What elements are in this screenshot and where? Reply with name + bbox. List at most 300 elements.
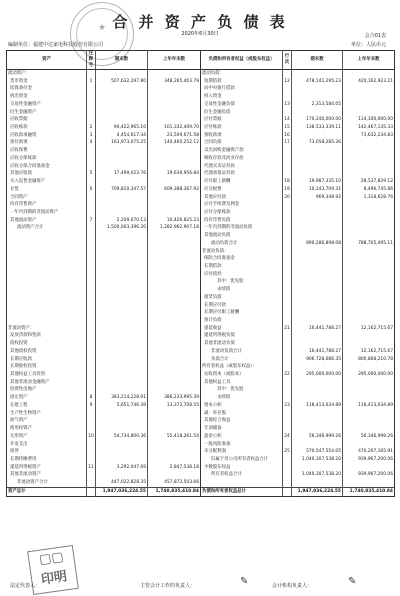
table-row (7, 402, 395, 410)
asset-note (87, 224, 96, 232)
asset-end (96, 317, 148, 325)
liab-name: 流动负债： (201, 70, 283, 78)
liab-name: 预计负债 (201, 317, 283, 325)
liab-end (292, 302, 343, 310)
asset-note (87, 332, 96, 340)
liab-row: 23 (284, 402, 290, 408)
liab-end (292, 464, 343, 472)
liab-name: 实收资本（或股本） (201, 371, 283, 379)
table-row (7, 240, 395, 248)
liab-end: 56,346,999.26 (292, 433, 343, 441)
liab-end (292, 410, 343, 418)
asset-end (96, 248, 148, 256)
asset-name: 其他流动资产 (10, 217, 37, 223)
asset-begin (148, 386, 201, 394)
liab-begin: 12,162,715.67 (343, 325, 395, 333)
table-row (7, 248, 395, 256)
liab-name: 短期借款 (201, 78, 283, 86)
asset-begin (148, 85, 201, 93)
table-row (7, 116, 395, 124)
liab-begin (343, 139, 395, 147)
liab-name: 其中：优先股 (201, 386, 283, 394)
asset-name (7, 309, 87, 317)
asset-begin (148, 116, 201, 124)
asset-note (87, 309, 96, 317)
asset-end: 3,292,047.69 (96, 464, 148, 472)
asset-note: 10 (88, 433, 94, 439)
header-end-balance: 期末数 (96, 51, 148, 70)
asset-note (87, 194, 96, 202)
liab-begin (343, 394, 395, 402)
liab-row (283, 425, 292, 433)
liab-name: 其他权益工具 (201, 379, 283, 387)
liab-row (283, 201, 292, 209)
asset-begin (148, 309, 201, 317)
asset-end (96, 386, 148, 394)
liab-end (292, 263, 343, 271)
liab-end: 2,313,584.05 (292, 101, 343, 109)
asset-name: 无形资产 (10, 433, 28, 439)
asset-name: 应收款项融资 (10, 132, 37, 138)
asset-end: 163,973,075.25 (96, 139, 148, 147)
liab-end (292, 425, 343, 433)
dept-head-label: 会计机构负责人： (272, 583, 313, 589)
handwritten-signature: ✎ (240, 576, 249, 587)
asset-end (96, 155, 148, 163)
liab-begin (343, 155, 395, 163)
liab-row (283, 332, 292, 340)
header-begin-balance: 上年年末数 (148, 51, 201, 70)
asset-note (87, 101, 96, 109)
liab-begin (343, 271, 395, 279)
asset-name: 应收保费 (10, 148, 28, 154)
table-row (7, 70, 395, 78)
liab-end (292, 317, 343, 325)
asset-note (87, 240, 96, 248)
asset-name: 一年内到期的非流动资产 (10, 209, 59, 215)
balance-sheet-table (6, 50, 395, 497)
table-row (7, 85, 395, 93)
table-row (7, 363, 395, 371)
liab-begin (343, 255, 395, 263)
liab-row (283, 170, 292, 178)
liab-end: 19,987,335.10 (292, 178, 343, 186)
asset-note (87, 93, 96, 101)
liab-end (292, 248, 343, 256)
liab-row (283, 356, 292, 364)
liab-row (283, 240, 292, 248)
liab-row (283, 487, 292, 496)
liab-row (283, 286, 292, 294)
table-row (7, 278, 395, 286)
asset-note (87, 410, 96, 418)
liab-begin (343, 302, 395, 310)
liab-name: 归属于母公司所有者权益合计 (201, 456, 283, 464)
asset-end (96, 109, 148, 117)
liab-row (283, 471, 292, 479)
liab-row (283, 294, 292, 302)
company-name: 编制单位：福建中达家电科技股份有限公司 (8, 42, 104, 48)
table-row (7, 386, 395, 394)
asset-begin (148, 417, 201, 425)
accounting-head-label: 主管会计工作的负责人： (140, 583, 196, 589)
asset-name: 衍生金融资产 (10, 109, 37, 115)
liab-row (283, 224, 292, 232)
asset-note: 7 (87, 217, 96, 225)
asset-begin (148, 371, 201, 379)
asset-end: 54,734,800.36 (96, 433, 148, 441)
liab-name: 应付票据 (201, 116, 283, 124)
table-row (7, 294, 395, 302)
asset-end (96, 340, 148, 348)
table-row (7, 317, 395, 325)
liab-name: 永续债 (201, 394, 283, 402)
asset-begin: 140,460,252.12 (148, 139, 201, 147)
liab-name: 一般风险准备 (201, 441, 283, 449)
liab-end (292, 340, 343, 348)
liab-row: 18 (284, 179, 290, 185)
liab-row: 12 (284, 78, 290, 84)
liab-name: 预收款项 (201, 132, 283, 140)
asset-note (87, 456, 96, 464)
liab-row: 15 (284, 125, 290, 131)
asset-name: 非流动资产合计 (17, 480, 48, 486)
asset-name (7, 255, 87, 263)
asset-end: 709,810,347.57 (96, 186, 148, 194)
asset-begin (148, 240, 201, 248)
asset-end: 94,422,965.10 (96, 124, 148, 132)
asset-begin (148, 70, 201, 78)
liab-begin (343, 147, 395, 155)
asset-begin (148, 147, 201, 155)
asset-end (96, 471, 148, 479)
liab-end (292, 70, 343, 78)
table-row (7, 448, 395, 456)
asset-name: 其他权益工具投资 (10, 372, 46, 378)
liab-row (283, 464, 292, 472)
asset-name: 应收账款 (10, 125, 28, 131)
liab-row (283, 93, 292, 101)
asset-begin (148, 201, 201, 209)
table-row (7, 209, 395, 217)
currency-unit: 单位：人民币元 (350, 42, 386, 48)
liab-end: 73,058,285.36 (292, 139, 343, 147)
asset-begin (148, 356, 201, 364)
asset-begin: 13,372,708.55 (148, 402, 201, 410)
table-row (7, 155, 395, 163)
liab-name: 专项储备 (201, 425, 283, 433)
asset-end: 17,499,023.76 (96, 170, 148, 178)
liab-name: 盈余公积 (201, 433, 283, 441)
liab-row (283, 109, 292, 117)
asset-note: 6 (87, 186, 96, 194)
liab-end (292, 441, 343, 449)
liab-begin (343, 248, 395, 256)
asset-note: 11 (88, 464, 94, 470)
liab-row (283, 317, 292, 325)
liab-end: 969,348.92 (292, 194, 343, 202)
asset-end (96, 294, 148, 302)
asset-name (7, 286, 87, 294)
header-note: 注释号 (87, 51, 96, 70)
asset-note: 3 (87, 132, 96, 140)
asset-name: 发放贷款和垫款 (10, 333, 41, 339)
asset-end: 2,209,070.13 (96, 217, 148, 225)
table-row (7, 263, 395, 271)
liab-end: 118,413,034.89 (292, 402, 343, 410)
asset-note (87, 255, 96, 263)
table-row (7, 186, 395, 194)
liab-end: 1,947,036,224.55 (292, 487, 343, 496)
asset-note (87, 471, 96, 479)
asset-name (7, 263, 87, 271)
liab-name: 少数股东权益 (201, 464, 283, 472)
liab-name: 应付账款 (201, 124, 283, 132)
liab-begin (343, 286, 395, 294)
liab-begin (343, 410, 395, 418)
liab-row: 17 (284, 140, 290, 146)
liab-row (283, 348, 292, 356)
liab-begin (343, 332, 395, 340)
liab-end: 906,728,686.35 (292, 356, 343, 364)
table-row (7, 178, 395, 186)
liab-name: 长期应付款 (201, 302, 283, 310)
liab-row (283, 394, 292, 402)
liab-row (283, 302, 292, 310)
header-row-no: 行次 (283, 51, 292, 70)
table-row (7, 194, 395, 202)
asset-end (96, 425, 148, 433)
asset-name (7, 232, 87, 240)
liab-begin (343, 441, 395, 449)
asset-note: 8 (87, 394, 96, 402)
asset-name: 递延所得税资产 (10, 464, 41, 470)
liab-name: 应付手续费及佣金 (201, 201, 283, 209)
table-row (7, 163, 395, 171)
liab-begin (343, 379, 395, 387)
asset-name: 资产总计 (7, 487, 87, 496)
asset-begin (148, 317, 201, 325)
asset-note (87, 325, 96, 333)
liab-end (292, 93, 343, 101)
liab-name: 所有者权益（或股东权益）： (201, 363, 283, 371)
asset-name: 商誉 (10, 449, 19, 455)
asset-end (96, 456, 148, 464)
asset-begin: 609,388,367.92 (148, 186, 201, 194)
asset-name: 长期应收款 (10, 356, 32, 362)
table-row (7, 410, 395, 418)
liab-begin (343, 386, 395, 394)
asset-note (87, 201, 96, 209)
asset-name: 拆出资金 (10, 94, 28, 100)
legal-rep-seal-stamp: ▢▢ 印明 (27, 545, 79, 595)
asset-name: 固定资产 (10, 395, 28, 401)
table-row (7, 471, 395, 479)
asset-note (87, 317, 96, 325)
liab-begin (343, 101, 395, 109)
asset-note (87, 425, 96, 433)
liab-name: 其他流动负债 (201, 232, 283, 240)
asset-name (7, 278, 87, 286)
liab-begin: 939,967,200.06 (343, 456, 395, 464)
asset-begin (148, 286, 201, 294)
table-row (7, 224, 395, 232)
asset-begin (148, 255, 201, 263)
table-row (7, 325, 395, 333)
liab-name: 保险合同准备金 (201, 255, 283, 263)
liab-end (292, 163, 343, 171)
asset-begin (148, 93, 201, 101)
asset-begin (148, 332, 201, 340)
asset-end (96, 356, 148, 364)
header-asset: 资产 (7, 51, 87, 70)
liab-name: 应付债券 (201, 271, 283, 279)
table-row (7, 441, 395, 449)
liab-end (292, 479, 343, 487)
liab-row (283, 255, 292, 263)
asset-name: 货币资金 (10, 78, 28, 84)
asset-begin: 10,426,825.23 (148, 217, 201, 225)
table-row (7, 456, 395, 464)
asset-begin (148, 302, 201, 310)
header-end-balance-2: 期末数 (292, 51, 343, 70)
asset-begin (148, 209, 201, 217)
table-row (7, 271, 395, 279)
liab-row (283, 155, 292, 163)
asset-note: 1 (87, 78, 96, 86)
table-row (7, 139, 395, 147)
asset-begin (148, 471, 201, 479)
liab-row (283, 410, 292, 418)
asset-begin (148, 441, 201, 449)
asset-end (96, 379, 148, 387)
liab-begin (343, 170, 395, 178)
asset-end (96, 163, 148, 171)
asset-name (7, 317, 87, 325)
table-row (7, 371, 395, 379)
asset-end (96, 325, 148, 333)
asset-begin (148, 109, 201, 117)
liab-begin (343, 70, 395, 78)
asset-begin (148, 425, 201, 433)
liab-name: 合同负债 (201, 139, 283, 147)
asset-end (96, 101, 148, 109)
asset-note (87, 178, 96, 186)
liab-end: 478,141,295.23 (292, 78, 343, 86)
liab-row (283, 386, 292, 394)
liab-begin: 1,740,835,410.84 (343, 487, 395, 496)
liab-begin (343, 309, 395, 317)
liab-name: 负债和所有者权益总计 (201, 487, 283, 496)
asset-end (96, 278, 148, 286)
asset-begin (148, 363, 201, 371)
asset-begin (148, 194, 201, 202)
liab-name: 其他非流动负债 (201, 340, 283, 348)
liab-end (292, 85, 343, 93)
liab-end (292, 201, 343, 209)
header-begin-balance-2: 上年年末数 (343, 51, 395, 70)
asset-name: 买入返售金融资产 (10, 179, 46, 185)
table-row (7, 101, 395, 109)
table-row (7, 433, 395, 441)
handwritten-signature-2: ✎ (348, 576, 357, 587)
liab-begin: 470,207,165.91 (343, 448, 395, 456)
liab-begin (343, 363, 395, 371)
table-row (7, 93, 395, 101)
liab-begin (343, 263, 395, 271)
asset-note: 5 (87, 170, 96, 178)
liab-row: 20 (284, 194, 290, 200)
table-row (7, 109, 395, 117)
liab-end (292, 217, 343, 225)
asset-note (87, 348, 96, 356)
asset-end (96, 448, 148, 456)
asset-begin: 101,332,409.70 (148, 124, 201, 132)
liab-row: 25 (284, 449, 290, 455)
liab-name: 其他应付款 (201, 194, 283, 202)
asset-note (87, 155, 96, 163)
table-row (7, 356, 395, 364)
asset-note (87, 441, 96, 449)
liab-begin: 1,318,628.76 (343, 194, 395, 202)
asset-begin (148, 448, 201, 456)
liab-begin: 28,537,829.12 (343, 178, 395, 186)
liab-begin: 800,868,210.78 (343, 356, 395, 364)
asset-end (96, 209, 148, 217)
liab-begin: 295,000,000.00 (343, 371, 395, 379)
asset-end: 5,651,746.39 (96, 402, 148, 410)
table-row (7, 479, 395, 487)
liab-name: 持有待售负债 (201, 217, 283, 225)
liab-row (283, 163, 292, 171)
liab-name: 向中央银行借款 (201, 85, 283, 93)
title: 合 并 资 产 负 债 表 (112, 13, 288, 31)
asset-name: 流动资产： (8, 71, 30, 76)
asset-end (96, 441, 148, 449)
asset-begin (148, 232, 201, 240)
liab-name (201, 479, 283, 487)
asset-begin: 1,282,962,907.18 (148, 224, 201, 232)
liab-begin: 8,496,745.86 (343, 186, 395, 194)
asset-note (87, 248, 96, 256)
asset-name: 流动资产合计 (17, 225, 44, 231)
liab-begin (343, 209, 395, 217)
liab-end: 890,286,898.08 (292, 240, 343, 248)
table-row (7, 170, 395, 178)
liab-end: 138,533,339.11 (292, 124, 343, 132)
liab-end: 295,000,000.00 (292, 371, 343, 379)
liab-row: 21 (284, 325, 290, 331)
liab-name: 递延所得税负债 (201, 332, 283, 340)
liab-end: 170,240,000.00 (292, 116, 343, 124)
liab-row: 14 (284, 117, 290, 123)
liab-name: 资本公积 (201, 402, 283, 410)
liab-name: 负债合计 (201, 356, 283, 364)
liab-end (292, 170, 343, 178)
liab-row: 16 (284, 132, 290, 138)
liab-name: 应付分保账款 (201, 209, 283, 217)
liab-name: 非流动负债： (201, 248, 283, 256)
asset-begin (148, 456, 201, 464)
asset-begin (148, 178, 201, 186)
table-row (7, 255, 395, 263)
asset-name: 应收票据 (10, 117, 28, 123)
asset-begin: 1,740,835,410.84 (148, 487, 201, 496)
table-row (7, 217, 395, 225)
asset-note (87, 163, 96, 171)
report-date: 2020年6月30日 (181, 31, 219, 37)
asset-note (87, 448, 96, 456)
